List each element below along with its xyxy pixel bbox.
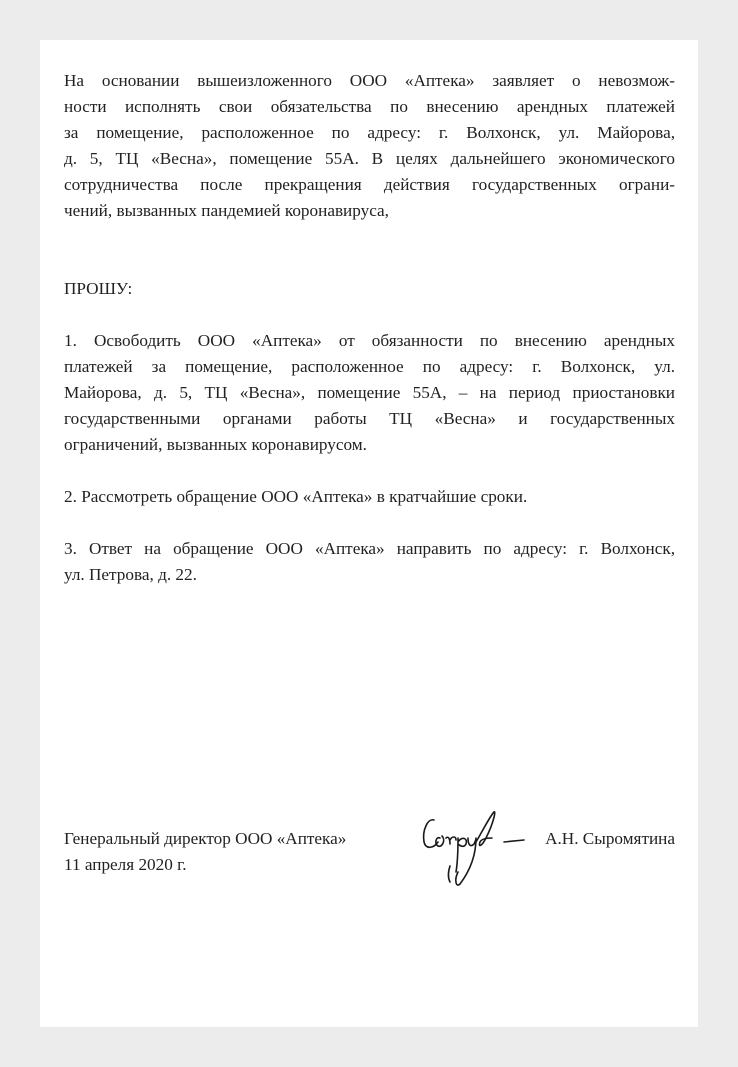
document-body: [64, 68, 675, 588]
request-item-3: [64, 536, 675, 588]
intro-line: чений, вызванных пандемией коронавируса,: [64, 201, 389, 220]
request-item-1: [64, 328, 675, 458]
signatory-name: А.Н. Сыромятина: [545, 829, 675, 848]
item-line: ограничений, вызванных коронавирусом.: [64, 435, 367, 454]
item-line: 2. Рассмотреть обращение ООО «Аптека» в кратчайшие сроки.: [64, 487, 528, 506]
intro-line: д. 5, ТЦ «Весна», помещение 55А. В целях дальнейшего экономического: [64, 149, 675, 168]
signature-block: [64, 826, 675, 896]
handwritten-signature-icon: [420, 808, 540, 888]
intro-line: за помещение, расположенное по адресу: г. Волхонск, ул. Майорова,: [64, 123, 675, 142]
intro-line: ности исполнять свои обязательства по внесению арендных платежей: [64, 97, 675, 116]
item-line: Майорова, д. 5, ТЦ «Весна», помещение 55А, – на период приостановки: [64, 383, 675, 402]
intro-line: сотрудничества после прекращения действия государственных ограни-: [64, 175, 675, 194]
item-line: 1. Освободить ООО «Аптека» от обязанности по внесению арендных: [64, 331, 675, 350]
document-page: [40, 40, 698, 1027]
document-date: 11 апреля 2020 г.: [64, 855, 187, 874]
intro-line: На основании вышеизложенного ООО «Аптека» заявляет о невозмож-: [64, 71, 675, 90]
item-line: ул. Петрова, д. 22.: [64, 565, 197, 584]
item-line: 3. Ответ на обращение ООО «Аптека» направить по адресу: г. Волхонск,: [64, 539, 675, 558]
signatory-position: Генеральный директор ООО «Аптека»: [64, 829, 347, 848]
request-item-2: [64, 484, 675, 510]
request-heading: ПРОШУ:: [64, 279, 133, 298]
item-line: платежей за помещение, расположенное по адресу: г. Волхонск, ул.: [64, 357, 675, 376]
intro-paragraph: [64, 68, 675, 224]
item-line: государственными органами работы ТЦ «Весна» и государственных: [64, 409, 675, 428]
